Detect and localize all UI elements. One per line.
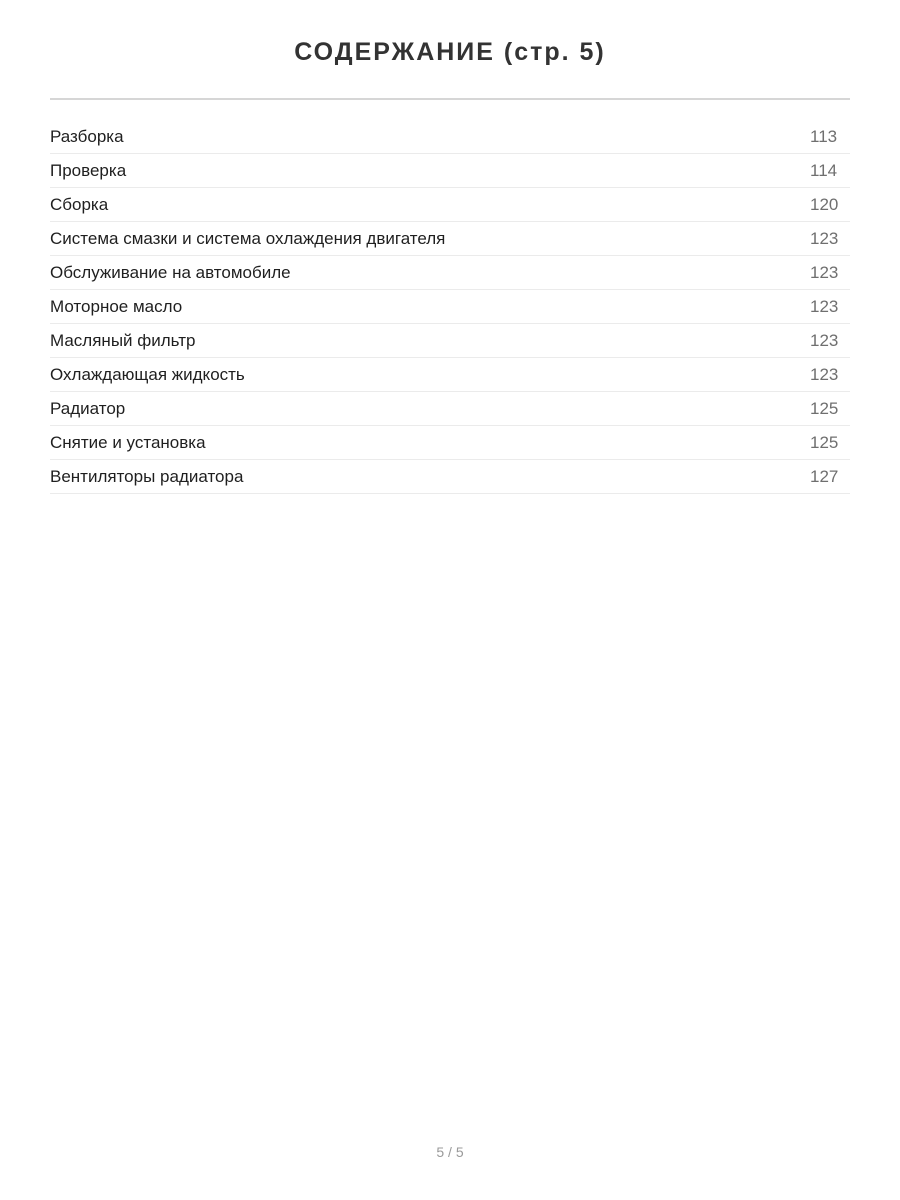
- toc-entry-page: 125: [810, 432, 839, 452]
- toc-entry[interactable]: [50, 120, 850, 154]
- toc-entry-label: Сборка: [50, 194, 109, 214]
- toc-entry-page: 113: [810, 126, 838, 146]
- toc-entry[interactable]: [50, 460, 850, 494]
- toc-entry-label: Система смазки и система охлаждения двигателя: [50, 228, 446, 248]
- toc-entry-label: Охлаждающая жидкость: [50, 364, 245, 384]
- toc-entry-label: Снятие и установка: [50, 432, 206, 452]
- toc-entry[interactable]: [50, 392, 850, 426]
- toc-entry-page: 123: [810, 228, 839, 248]
- toc-entry-label: Масляный фильтр: [50, 330, 196, 350]
- toc-entry-page: 123: [810, 330, 839, 350]
- toc-entry-page: 123: [810, 364, 839, 384]
- page-number-indicator: 5 / 5: [436, 1144, 464, 1160]
- title-divider: [50, 98, 850, 100]
- toc-entry[interactable]: [50, 154, 850, 188]
- toc-entry[interactable]: [50, 188, 850, 222]
- toc-entry-page: 114: [810, 160, 838, 180]
- toc-entry[interactable]: [50, 222, 850, 256]
- toc-entry-page: 120: [810, 194, 839, 214]
- toc-entry-page: 127: [810, 466, 839, 486]
- toc-list: [50, 120, 850, 494]
- toc-entry[interactable]: [50, 358, 850, 392]
- toc-entry-label: Вентиляторы радиатора: [50, 466, 244, 486]
- toc-entry-label: Обслуживание на автомобиле: [50, 262, 291, 282]
- toc-entry[interactable]: [50, 426, 850, 460]
- toc-entry-label: Проверка: [50, 160, 127, 180]
- toc-entry-label: Радиатор: [50, 398, 126, 418]
- toc-entry[interactable]: [50, 256, 850, 290]
- toc-entry-page: 125: [810, 398, 839, 418]
- page-title: СОДЕРЖАНИЕ (стр. 5): [294, 38, 606, 66]
- toc-entry-label: Разборка: [50, 126, 124, 146]
- toc-entry-page: 123: [810, 262, 839, 282]
- toc-entry-page: 123: [810, 296, 839, 316]
- toc-entry[interactable]: [50, 324, 850, 358]
- toc-entry-label: Моторное масло: [50, 296, 183, 316]
- toc-entry[interactable]: [50, 290, 850, 324]
